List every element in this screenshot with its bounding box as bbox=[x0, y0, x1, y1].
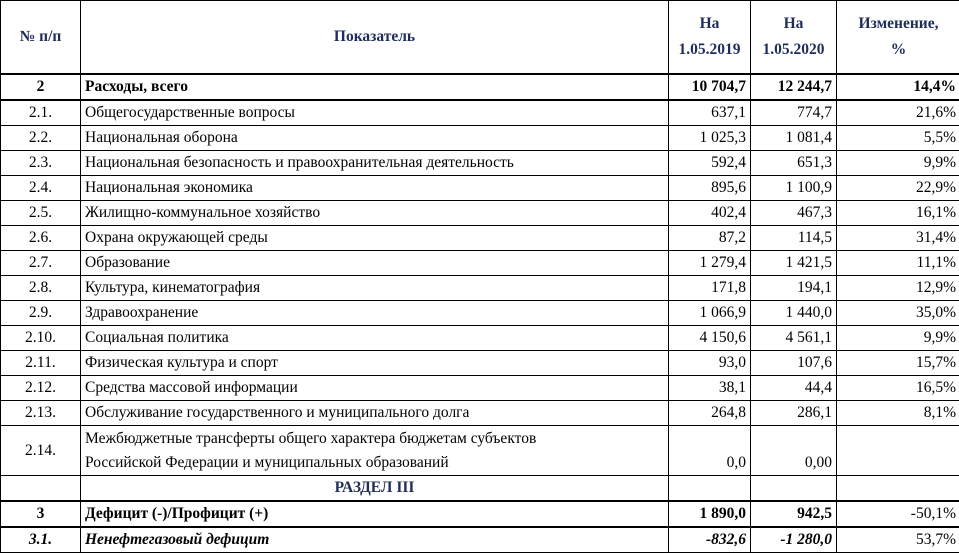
cell-v2019: 93,0 bbox=[669, 351, 751, 376]
cell-v2020: 114,5 bbox=[751, 226, 837, 251]
table-row bbox=[1, 201, 959, 226]
cell-2019: 0,0 bbox=[669, 426, 751, 476]
cell-num: 2.13. bbox=[1, 401, 81, 426]
header-num: № п/п bbox=[1, 1, 81, 75]
cell-name: Образование bbox=[81, 251, 669, 276]
cell-name: Расходы, всего bbox=[81, 74, 669, 100]
cell-change: 35,0% bbox=[837, 301, 959, 326]
cell-2020: 942,5 bbox=[751, 501, 837, 527]
table-row bbox=[1, 301, 959, 326]
cell-v2020: 286,1 bbox=[751, 401, 837, 426]
cell-num: 2.5. bbox=[1, 201, 81, 226]
header-change-l1: Изменение, bbox=[859, 15, 939, 32]
table-row bbox=[1, 401, 959, 426]
cell-empty bbox=[669, 476, 751, 502]
cell-name: Здравоохранение bbox=[81, 301, 669, 326]
cell-num: 2.3. bbox=[1, 151, 81, 176]
cell-name: Ненефтегазовый дефицит bbox=[81, 527, 669, 553]
cell-change: 12,9% bbox=[837, 276, 959, 301]
cell-2020: 12 244,7 bbox=[751, 74, 837, 100]
cell-v2019: 1 279,4 bbox=[669, 251, 751, 276]
cell-v2019: 1 066,9 bbox=[669, 301, 751, 326]
cell-v2020: 107,6 bbox=[751, 351, 837, 376]
cell-name: Дефицит (-)/Профицит (+) bbox=[81, 501, 669, 527]
table-row-2-14 bbox=[1, 426, 959, 476]
cell-v2019: 402,4 bbox=[669, 201, 751, 226]
cell-name: Национальная экономика bbox=[81, 176, 669, 201]
table-row bbox=[1, 351, 959, 376]
header-2019-l1: На bbox=[700, 15, 720, 32]
cell-num: 3 bbox=[1, 501, 81, 527]
cell-v2019: 895,6 bbox=[669, 176, 751, 201]
cell-change: 9,9% bbox=[837, 326, 959, 351]
cell-change: 15,7% bbox=[837, 351, 959, 376]
table-row bbox=[1, 376, 959, 401]
cell-name: Физическая культура и спорт bbox=[81, 351, 669, 376]
deficit-row bbox=[1, 501, 959, 527]
cell-num: 2.8. bbox=[1, 276, 81, 301]
cell-2019: 1 890,0 bbox=[669, 501, 751, 527]
table-row bbox=[1, 126, 959, 151]
cell-change: 16,1% bbox=[837, 201, 959, 226]
cell-name: Охрана окружающей среды bbox=[81, 226, 669, 251]
cell-num: 2.10. bbox=[1, 326, 81, 351]
table-row bbox=[1, 176, 959, 201]
cell-num: 2.6. bbox=[1, 226, 81, 251]
cell-change: 53,7% bbox=[837, 527, 959, 553]
cell-name: Обслуживание государственного и муниципального долга bbox=[81, 401, 669, 426]
total-row bbox=[1, 74, 959, 100]
cell-2020: 0,00 bbox=[751, 426, 837, 476]
cell-v2019: 38,1 bbox=[669, 376, 751, 401]
cell-num: 2.4. bbox=[1, 176, 81, 201]
table-row bbox=[1, 326, 959, 351]
cell-change: 22,9% bbox=[837, 176, 959, 201]
cell-num: 2.7. bbox=[1, 251, 81, 276]
cell-change: 16,5% bbox=[837, 376, 959, 401]
cell-change: 31,4% bbox=[837, 226, 959, 251]
cell-name: Жилищно-коммунальное хозяйство bbox=[81, 201, 669, 226]
cell-empty bbox=[1, 476, 81, 502]
cell-2019: -832,6 bbox=[669, 527, 751, 553]
table-row bbox=[1, 151, 959, 176]
cell-v2019: 1 025,3 bbox=[669, 126, 751, 151]
header-2020 bbox=[751, 1, 837, 75]
header-2020-l2: 1.05.2020 bbox=[763, 41, 825, 58]
cell-num: 2.11. bbox=[1, 351, 81, 376]
section-title: РАЗДЕЛ III bbox=[81, 476, 669, 502]
cell-v2019: 87,2 bbox=[669, 226, 751, 251]
cell-name: Общегосударственные вопросы bbox=[81, 100, 669, 126]
cell-v2020: 467,3 bbox=[751, 201, 837, 226]
cell-change: 9,9% bbox=[837, 151, 959, 176]
cell-v2019: 592,4 bbox=[669, 151, 751, 176]
header-2019-l2: 1.05.2019 bbox=[679, 41, 741, 58]
cell-2020: -1 280,0 bbox=[751, 527, 837, 553]
table-row bbox=[1, 251, 959, 276]
cell-2019: 10 704,7 bbox=[669, 74, 751, 100]
header-row bbox=[1, 1, 959, 75]
cell-change: 8,1% bbox=[837, 401, 959, 426]
cell-change: -50,1% bbox=[837, 501, 959, 527]
header-2020-l1: На bbox=[784, 15, 804, 32]
cell-name: Национальная безопасность и правоохранительная деятельность bbox=[81, 151, 669, 176]
cell-v2020: 44,4 bbox=[751, 376, 837, 401]
cell-num: 2.2. bbox=[1, 126, 81, 151]
cell-name: Средства массовой информации bbox=[81, 376, 669, 401]
cell-v2020: 1 100,9 bbox=[751, 176, 837, 201]
cell-change: 21,6% bbox=[837, 100, 959, 126]
cell-v2020: 651,3 bbox=[751, 151, 837, 176]
header-2019 bbox=[669, 1, 751, 75]
header-indicator: Показатель bbox=[81, 1, 669, 75]
header-change-l2: % bbox=[891, 41, 907, 58]
cell-name: Социальная политика bbox=[81, 326, 669, 351]
cell-num: 2.1. bbox=[1, 100, 81, 126]
cell-num: 2.9. bbox=[1, 301, 81, 326]
cell-num: 2.14. bbox=[1, 426, 81, 476]
cell-v2019: 4 150,6 bbox=[669, 326, 751, 351]
cell-change bbox=[837, 426, 959, 476]
cell-v2020: 1 081,4 bbox=[751, 126, 837, 151]
cell-v2019: 637,1 bbox=[669, 100, 751, 126]
cell-num: 2.12. bbox=[1, 376, 81, 401]
table-row bbox=[1, 226, 959, 251]
cell-empty bbox=[837, 476, 959, 502]
cell-change: 14,4% bbox=[837, 74, 959, 100]
cell-empty bbox=[751, 476, 837, 502]
cell-v2020: 1 440,0 bbox=[751, 301, 837, 326]
cell-change: 5,5% bbox=[837, 126, 959, 151]
cell-change: 11,1% bbox=[837, 251, 959, 276]
cell-name-l1: Межбюджетные трансферты общего характера бюджетам субъектов bbox=[85, 430, 536, 447]
table-row bbox=[1, 100, 959, 126]
cell-name: Культура, кинематография bbox=[81, 276, 669, 301]
table-row bbox=[1, 276, 959, 301]
cell-name-l2: Российской Федерации и муниципальных образований bbox=[85, 454, 449, 471]
cell-v2019: 264,8 bbox=[669, 401, 751, 426]
cell-num: 2 bbox=[1, 74, 81, 100]
cell-num: 3.1. bbox=[1, 527, 81, 553]
cell-v2020: 1 421,5 bbox=[751, 251, 837, 276]
cell-v2020: 194,1 bbox=[751, 276, 837, 301]
cell-v2020: 4 561,1 bbox=[751, 326, 837, 351]
cell-v2019: 171,8 bbox=[669, 276, 751, 301]
cell-name: Национальная оборона bbox=[81, 126, 669, 151]
section-row bbox=[1, 476, 959, 502]
header-change bbox=[837, 1, 959, 75]
cell-v2020: 774,7 bbox=[751, 100, 837, 126]
cell-name bbox=[81, 426, 669, 476]
